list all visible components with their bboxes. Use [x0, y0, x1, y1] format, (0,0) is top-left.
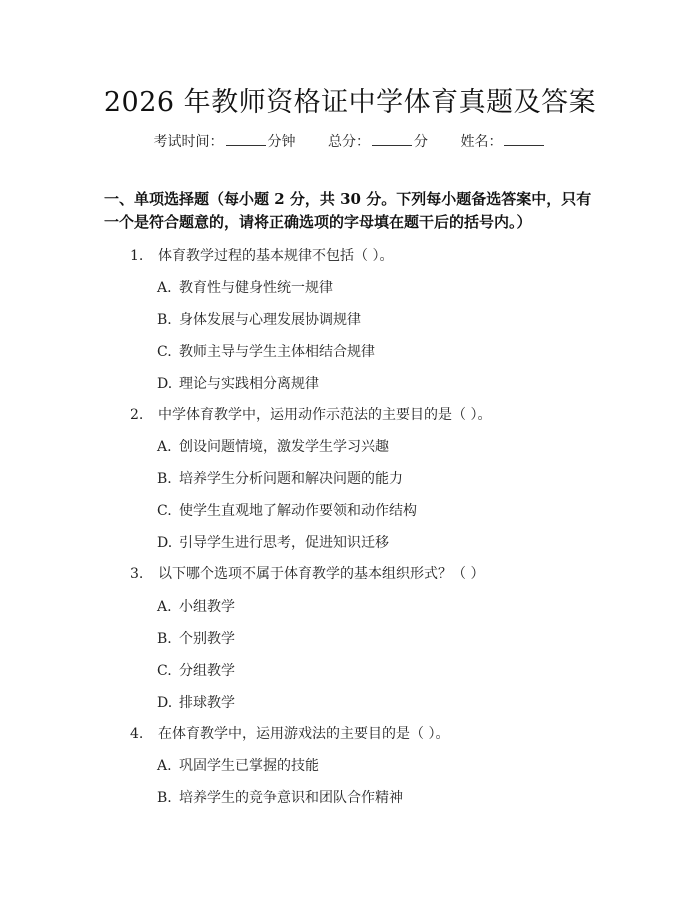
option-text: 小组教学	[179, 599, 235, 615]
option-letter: B.	[157, 312, 172, 328]
section-heading: 一、单项选择题（每小题 2 分，共 30 分。下列每小题备选答案中，只有一个是符合题意的，请将正确选项的字母填在题干后的括号内。）	[104, 190, 592, 231]
option-letter: B.	[157, 471, 172, 487]
question-2	[130, 404, 491, 424]
question-4	[130, 723, 449, 743]
option-text: 引导学生进行思考，促进知识迁移	[179, 535, 389, 551]
question-2-option-b	[157, 468, 403, 488]
question-3-option-a	[157, 596, 235, 616]
exam-time-blank	[226, 133, 266, 146]
question-1-option-d	[157, 373, 319, 393]
page-title: 2026 年教师资格证中学体育真题及答案	[103, 87, 597, 118]
question-1-option-b	[157, 309, 361, 329]
option-text: 个别教学	[179, 631, 235, 647]
option-letter: D.	[157, 535, 173, 551]
option-text: 使学生直观地了解动作要领和动作结构	[179, 503, 417, 519]
total-score-unit: 分	[414, 134, 428, 150]
question-number: 4.	[130, 726, 144, 742]
question-stem: 体育教学过程的基本规律不包括（ ）。	[158, 248, 394, 264]
option-letter: A.	[157, 280, 172, 296]
exam-time-unit: 分钟	[267, 134, 296, 150]
question-3-option-d	[157, 692, 235, 712]
option-letter: A.	[157, 439, 172, 455]
option-text: 排球教学	[179, 695, 235, 711]
question-4-option-b	[157, 787, 403, 807]
question-stem: 在体育教学中，运用游戏法的主要目的是（ ）。	[158, 726, 450, 742]
option-letter: D.	[157, 376, 173, 392]
option-text: 创设问题情境，激发学生学习兴趣	[179, 439, 389, 455]
option-letter: D.	[157, 695, 173, 711]
option-text: 教师主导与学生主体相结合规律	[179, 344, 375, 360]
exam-info-line	[0, 131, 700, 151]
question-2-option-c	[157, 500, 417, 520]
option-letter: C.	[157, 663, 172, 679]
question-4-option-a	[157, 755, 319, 775]
total-score-label: 总分：	[328, 134, 370, 150]
exam-time-field	[154, 131, 296, 151]
name-field	[460, 131, 546, 151]
option-text: 培养学生分析问题和解决问题的能力	[179, 471, 403, 487]
option-text: 身体发展与心理发展协调规律	[179, 312, 361, 328]
question-number: 2.	[130, 407, 144, 423]
option-letter: C.	[157, 503, 172, 519]
question-1-option-a	[157, 277, 333, 297]
question-stem: 以下哪个选项不属于体育教学的基本组织形式？（ ）	[158, 566, 485, 582]
question-number: 1.	[130, 248, 144, 264]
option-text: 分组教学	[179, 663, 235, 679]
name-blank	[504, 133, 544, 146]
option-text: 巩固学生已掌握的技能	[179, 758, 319, 774]
option-letter: B.	[157, 790, 172, 806]
option-letter: A.	[157, 599, 172, 615]
question-stem: 中学体育教学中，运用动作示范法的主要目的是（ ）。	[158, 407, 492, 423]
exam-time-label: 考试时间：	[153, 134, 224, 150]
total-score-blank	[372, 133, 412, 146]
question-2-option-d	[157, 532, 389, 552]
question-3-option-b	[157, 628, 235, 648]
question-3	[130, 563, 484, 583]
name-label: 姓名：	[460, 134, 503, 150]
option-letter: B.	[157, 631, 172, 647]
question-number: 3.	[130, 566, 144, 582]
question-2-option-a	[157, 436, 389, 456]
option-text: 教育性与健身性统一规律	[179, 280, 333, 296]
option-text: 理论与实践相分离规律	[179, 376, 319, 392]
question-1	[130, 245, 393, 265]
option-letter: C.	[157, 344, 172, 360]
total-score-field	[328, 131, 428, 151]
question-1-option-c	[157, 341, 375, 361]
option-text: 培养学生的竞争意识和团队合作精神	[179, 790, 403, 806]
question-3-option-c	[157, 660, 235, 680]
option-letter: A.	[157, 758, 172, 774]
